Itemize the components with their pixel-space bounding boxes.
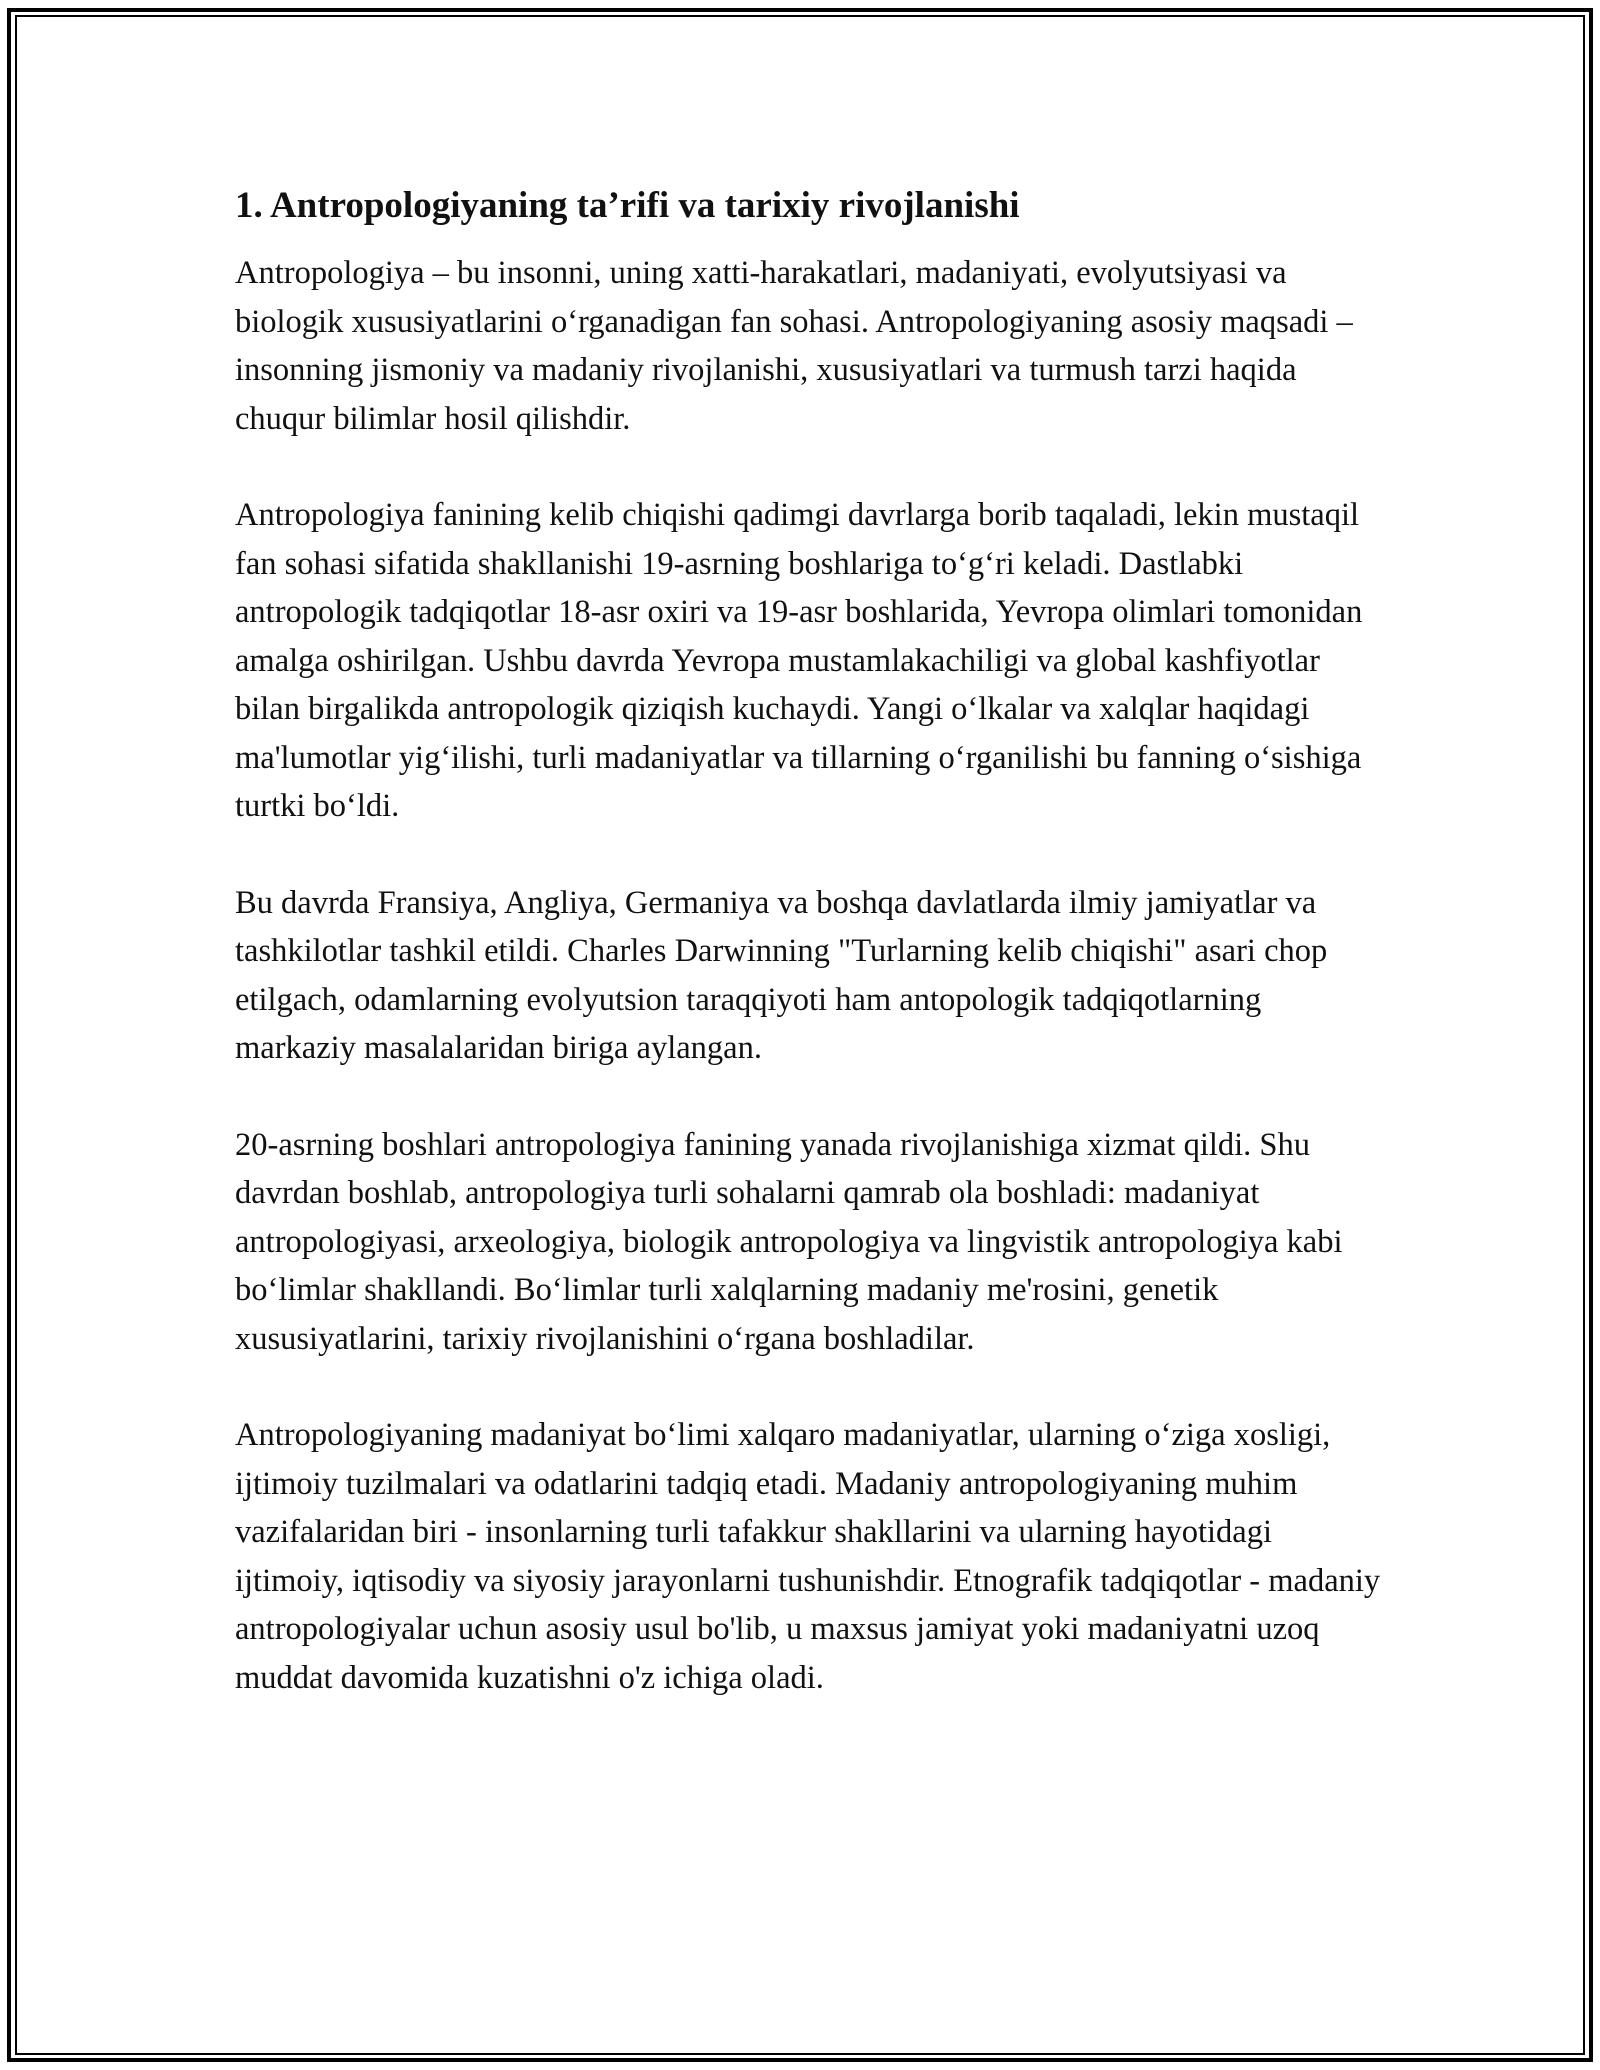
paragraph-4: 20-asrning boshlari antropologiya fanining yanada rivojlanishiga xizmat qildi. Shu davrdan boshlab, antropologiya turli sohalarni qamrab ola boshladi: madaniyat antropologiyasi, arxeologiya, biologik antropologiya va lingvistik antropologiya kabi bo‘limlar shakllandi. Bo‘limlar turli xalqlarning madaniy me'rosini, genetik xususiyatlarini, tarixiy rivojlanishini o‘rgana boshladilar. <box>235 1126 1343 1357</box>
paragraph-5: Antropologiyaning madaniyat bo‘limi xalqaro madaniyatlar, ularning o‘ziga xosligi, ijtimoiy tuzilmalari va odatlarini tadqiq etadi. Madaniy antropologiyaning muhim vazifalaridan biri - insonlarning turli tafakkur shakllarini va ularning hayotidagi ijtimoiy, iqtisodiy va siyosiy jarayonlarni tushunishdir. Etnografik tadqiqotlar - madaniy antropologiyalar uchun asosiy usul bo'lib, u maxsus jamiyat yoki madaniyatni uzoq muddat davomida kuzatishni o'z ichiga oladi. <box>235 1417 1381 1696</box>
page-title: 1. Antropologiyaning ta’rifi va tarixiy rivojlanishi <box>235 185 1020 226</box>
paragraph-3: Bu davrda Fransiya, Angliya, Germaniya va boshqa davlatlarda ilmiy jamiyatlar va tashkilotlar tashkil etildi. Charles Darwinning "Turlarning kelib chiqishi" asari chop etilgach, odamlarning evolyutsion taraqqiyoti ham antopologik tadqiqotlarning markaziy masalalaridan biriga aylangan. <box>235 884 1328 1066</box>
document-body <box>235 183 1385 1750</box>
paragraph-2: Antropologiya fanining kelib chiqishi qadimgi davrlarga borib taqaladi, lekin mustaqil fan sohasi sifatida shakllanishi 19-asrning boshlariga to‘g‘ri keladi. Dastlabki antropologik tadqiqotlar 18-asr oxiri va 19-asr boshlarida, Yevropa olimlari tomonidan amalga oshirilgan. Ushbu davrda Yevropa mustamlakachiligi va global kashfiyotlar bilan birgalikda antropologik qiziqish kuchaydi. Yangi o‘lkalar va xalqlar haqidagi ma'lumotlar yig‘ilishi, turli madaniyatlar va tillarning o‘rganilishi bu fanning o‘sishiga turtki bo‘ldi. <box>235 497 1363 824</box>
paragraph-1: Antropologiya – bu insonni, uning xatti-harakatlari, madaniyati, evolyutsiyasi va biologik xususiyatlarini o‘rganadigan fan sohasi. Antropologiyaning asosiy maqsadi – insonning jismoniy va madaniy rivojlanishi, xususiyatlari va turmush tarzi haqida chuqur bilimlar hosil qilishdir. <box>235 255 1353 437</box>
